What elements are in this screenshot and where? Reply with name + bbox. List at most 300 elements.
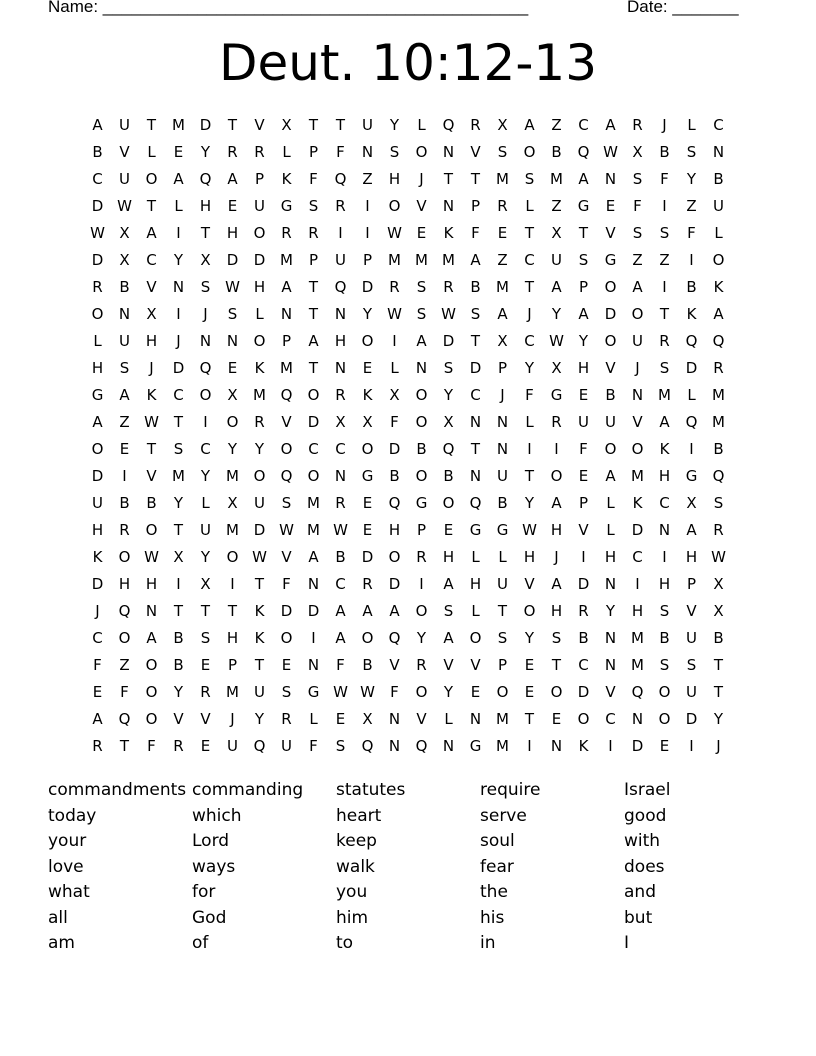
grid-letter: Y	[524, 494, 535, 512]
grid-letter: Q	[388, 494, 401, 512]
grid-letter: B	[173, 656, 184, 674]
grid-row	[84, 436, 732, 463]
grid-letter: W	[279, 521, 294, 539]
grid-letter: B	[119, 278, 130, 296]
grid-letter: Y	[713, 710, 724, 728]
grid-letter: A	[173, 170, 184, 188]
grid-letter: O	[415, 413, 428, 431]
grid-letter: D	[631, 737, 644, 755]
grid-letter: R	[659, 332, 670, 350]
grid-letter: G	[307, 683, 320, 701]
grid-letter: O	[550, 467, 563, 485]
grid-letter: R	[416, 656, 427, 674]
grid-letter: R	[308, 224, 319, 242]
grid-letter: F	[309, 170, 318, 188]
grid-letter: T	[335, 116, 346, 134]
grid-letter: K	[281, 170, 292, 188]
grid-letter: N	[604, 575, 617, 593]
grid-letter: W	[387, 305, 402, 323]
grid-letter: H	[577, 359, 590, 377]
grid-letter: B	[92, 143, 103, 161]
grid-letter: I	[527, 737, 532, 755]
grid-letter: B	[497, 494, 508, 512]
grid-letter: V	[524, 575, 535, 593]
grid-letter: E	[362, 494, 373, 512]
word-list-item: his	[480, 907, 505, 928]
grid-row	[84, 382, 732, 409]
grid-letter: C	[632, 548, 643, 566]
grid-letter: Y	[605, 602, 616, 620]
grid-letter: C	[200, 440, 211, 458]
grid-letter: D	[226, 251, 239, 269]
grid-letter: R	[119, 521, 130, 539]
page-title: Deut. 10:12-13	[218, 34, 598, 92]
grid-letter: U	[497, 575, 508, 593]
name-field[interactable]: Name: _____________________________________________	[48, 0, 529, 16]
grid-letter: N	[199, 332, 212, 350]
grid-letter: R	[362, 575, 373, 593]
grid-letter: T	[146, 116, 157, 134]
grid-letter: A	[416, 332, 427, 350]
grid-letter: R	[335, 386, 346, 404]
grid-letter: X	[119, 224, 130, 242]
grid-letter: T	[578, 224, 589, 242]
grid-letter: O	[145, 656, 158, 674]
grid-letter: T	[308, 359, 319, 377]
grid-letter: Y	[173, 251, 184, 269]
grid-letter: T	[173, 602, 184, 620]
grid-letter: A	[335, 629, 346, 647]
grid-letter: T	[173, 521, 184, 539]
grid-letter: T	[659, 305, 670, 323]
word-list-item: ways	[192, 856, 236, 877]
grid-letter: U	[362, 116, 373, 134]
grid-letter: O	[577, 710, 590, 728]
grid-letter: N	[307, 656, 320, 674]
grid-letter: O	[658, 683, 671, 701]
grid-letter: L	[444, 710, 453, 728]
grid-letter: R	[470, 116, 481, 134]
grid-letter: Z	[362, 170, 373, 188]
grid-letter: O	[280, 629, 293, 647]
grid-letter: O	[118, 629, 131, 647]
grid-letter: C	[92, 629, 103, 647]
grid-letter: W	[549, 332, 564, 350]
grid-letter: J	[203, 305, 208, 323]
grid-letter: C	[146, 251, 157, 269]
grid-letter: R	[200, 683, 211, 701]
grid-letter: H	[442, 548, 455, 566]
grid-letter: N	[496, 440, 509, 458]
grid-letter: A	[659, 413, 670, 431]
grid-letter: I	[689, 440, 694, 458]
grid-letter: C	[335, 575, 346, 593]
grid-letter: X	[200, 575, 211, 593]
word-list-item: commanding	[192, 780, 304, 800]
grid-letter: O	[91, 440, 104, 458]
grid-letter: U	[551, 251, 562, 269]
word-list-item: fear	[480, 856, 514, 877]
grid-letter: M	[712, 413, 725, 431]
grid-letter: M	[496, 737, 509, 755]
grid-letter: M	[172, 467, 185, 485]
grid-letter: N	[388, 737, 401, 755]
grid-letter: T	[254, 656, 265, 674]
grid-letter: H	[523, 548, 536, 566]
grid-letter: S	[308, 197, 319, 215]
grid-letter: U	[281, 737, 292, 755]
grid-letter: A	[92, 413, 103, 431]
grid-letter: L	[174, 197, 183, 215]
grid-letter: W	[225, 278, 240, 296]
grid-letter: Y	[362, 305, 373, 323]
grid-letter: B	[713, 440, 724, 458]
grid-letter: F	[336, 143, 345, 161]
grid-letter: O	[415, 467, 428, 485]
grid-letter: U	[254, 494, 265, 512]
word-list-item: what	[48, 882, 90, 902]
grid-letter: T	[497, 602, 508, 620]
grid-letter: D	[91, 251, 104, 269]
grid-letter: F	[660, 170, 669, 188]
grid-row	[84, 652, 732, 679]
grid-letter: T	[308, 305, 319, 323]
date-field[interactable]: Date: _______	[627, 0, 739, 16]
grid-letter: I	[122, 467, 127, 485]
grid-letter: Y	[173, 683, 184, 701]
grid-row	[84, 220, 732, 247]
grid-letter: U	[578, 413, 589, 431]
grid-letter: W	[144, 413, 159, 431]
grid-letter: T	[227, 116, 238, 134]
grid-letter: U	[119, 116, 130, 134]
grid-letter: Y	[443, 386, 454, 404]
grid-letter: H	[334, 332, 347, 350]
grid-letter: X	[173, 548, 184, 566]
grid-letter: B	[389, 467, 400, 485]
grid-letter: N	[388, 710, 401, 728]
grid-letter: J	[662, 116, 667, 134]
grid-letter: N	[415, 359, 428, 377]
grid-letter: E	[335, 710, 346, 728]
word-list-item: good	[624, 805, 667, 826]
word-list-item: to	[336, 933, 354, 953]
grid-letter: H	[685, 548, 698, 566]
grid-letter: W	[441, 305, 456, 323]
grid-row	[84, 490, 732, 517]
grid-letter: I	[230, 575, 235, 593]
grid-letter: N	[604, 656, 617, 674]
grid-letter: I	[581, 548, 586, 566]
grid-letter: L	[147, 143, 156, 161]
grid-letter: N	[712, 143, 725, 161]
grid-letter: C	[335, 440, 346, 458]
grid-letter: L	[255, 305, 264, 323]
grid-letter: O	[253, 467, 266, 485]
grid-letter: H	[658, 467, 671, 485]
grid-letter: A	[524, 116, 535, 134]
grid-letter: M	[442, 251, 455, 269]
grid-letter: J	[149, 359, 154, 377]
grid-letter: S	[443, 602, 454, 620]
grid-letter: Q	[685, 413, 698, 431]
grid-row	[84, 409, 732, 436]
grid-letter: Z	[659, 251, 670, 269]
grid-row	[84, 571, 732, 598]
grid-letter: L	[390, 359, 399, 377]
grid-letter: G	[577, 197, 590, 215]
grid-letter: U	[497, 467, 508, 485]
grid-letter: O	[631, 440, 644, 458]
grid-letter: D	[631, 521, 644, 539]
grid-letter: I	[662, 278, 667, 296]
grid-letter: O	[307, 467, 320, 485]
grid-letter: C	[470, 386, 481, 404]
grid-letter: F	[120, 683, 129, 701]
grid-letter: S	[686, 656, 697, 674]
grid-letter: S	[659, 602, 670, 620]
grid-letter: J	[554, 548, 559, 566]
grid-letter: Y	[173, 494, 184, 512]
grid-letter: B	[470, 278, 481, 296]
grid-letter: V	[389, 656, 400, 674]
grid-letter: Y	[200, 548, 211, 566]
grid-letter: X	[119, 251, 130, 269]
word-list-item: statutes	[336, 780, 406, 800]
grid-letter: A	[443, 575, 454, 593]
grid-letter: R	[92, 278, 103, 296]
grid-letter: U	[254, 197, 265, 215]
grid-letter: E	[416, 224, 427, 242]
grid-letter: P	[281, 332, 292, 350]
grid-letter: X	[227, 494, 238, 512]
grid-letter: B	[713, 629, 724, 647]
grid-letter: N	[496, 413, 509, 431]
grid-letter: F	[471, 224, 480, 242]
grid-row	[84, 625, 732, 652]
grid-letter: E	[362, 521, 373, 539]
word-list-item: with	[624, 831, 661, 851]
grid-letter: N	[604, 170, 617, 188]
grid-letter: E	[281, 656, 292, 674]
grid-letter: K	[254, 359, 265, 377]
grid-letter: A	[362, 602, 373, 620]
grid-letter: L	[525, 413, 534, 431]
grid-letter: R	[389, 278, 400, 296]
grid-letter: J	[176, 332, 181, 350]
grid-letter: Z	[686, 197, 697, 215]
grid-row	[84, 517, 732, 544]
grid-letter: O	[415, 386, 428, 404]
grid-letter: E	[227, 197, 238, 215]
grid-letter: O	[415, 143, 428, 161]
grid-letter: M	[496, 170, 509, 188]
grid-letter: Q	[442, 116, 455, 134]
grid-letter: Q	[442, 440, 455, 458]
grid-letter: H	[388, 521, 401, 539]
grid-letter: A	[308, 548, 319, 566]
grid-letter: B	[173, 629, 184, 647]
grid-letter: Q	[118, 602, 131, 620]
grid-letter: Q	[334, 278, 347, 296]
grid-letter: V	[200, 710, 211, 728]
grid-letter: M	[415, 251, 428, 269]
grid-letter: S	[227, 305, 238, 323]
grid-letter: B	[659, 143, 670, 161]
grid-letter: U	[227, 737, 238, 755]
grid-letter: C	[524, 332, 535, 350]
grid-letter: K	[362, 386, 373, 404]
grid-letter: N	[442, 197, 455, 215]
grid-letter: Y	[524, 629, 535, 647]
word-list-item: Israel	[624, 780, 671, 800]
grid-letter: R	[281, 710, 292, 728]
word-list-item: walk	[336, 856, 375, 877]
grid-letter: D	[307, 602, 320, 620]
grid-letter: P	[308, 251, 319, 269]
grid-letter: F	[633, 197, 642, 215]
grid-letter: L	[606, 521, 615, 539]
grid-letter: O	[631, 305, 644, 323]
word-list-item: all	[48, 907, 68, 928]
grid-letter: E	[524, 683, 535, 701]
grid-letter: Z	[551, 197, 562, 215]
grid-letter: B	[713, 170, 724, 188]
grid-letter: I	[554, 440, 559, 458]
grid-letter: O	[145, 170, 158, 188]
grid-letter: X	[389, 386, 400, 404]
grid-letter: P	[686, 575, 697, 593]
grid-letter: T	[173, 413, 184, 431]
grid-row	[84, 598, 732, 625]
grid-letter: T	[524, 278, 535, 296]
grid-letter: S	[632, 224, 643, 242]
grid-letter: A	[308, 332, 319, 350]
grid-letter: C	[578, 116, 589, 134]
grid-letter: Z	[497, 251, 508, 269]
grid-letter: Y	[389, 116, 400, 134]
grid-letter: I	[392, 332, 397, 350]
grid-letter: T	[119, 737, 130, 755]
grid-letter: O	[118, 548, 131, 566]
grid-letter: A	[551, 278, 562, 296]
grid-letter: X	[686, 494, 697, 512]
grid-row	[84, 328, 732, 355]
grid-letter: V	[416, 197, 427, 215]
grid-letter: H	[226, 224, 239, 242]
grid-letter: X	[281, 116, 292, 134]
grid-letter: Q	[469, 494, 482, 512]
grid-letter: W	[252, 548, 267, 566]
grid-letter: I	[365, 197, 370, 215]
grid-letter: Z	[632, 251, 643, 269]
grid-letter: K	[632, 494, 643, 512]
grid-letter: L	[687, 386, 696, 404]
grid-letter: I	[338, 224, 343, 242]
grid-letter: Q	[388, 629, 401, 647]
grid-letter: X	[713, 575, 724, 593]
grid-letter: A	[146, 629, 157, 647]
grid-letter: B	[605, 386, 616, 404]
grid-letter: A	[227, 170, 238, 188]
grid-letter: N	[334, 467, 347, 485]
grid-letter: P	[227, 656, 238, 674]
grid-letter: H	[658, 575, 671, 593]
grid-letter: S	[578, 251, 589, 269]
grid-letter: A	[470, 251, 481, 269]
grid-letter: L	[498, 548, 507, 566]
grid-letter: K	[578, 737, 589, 755]
grid-letter: T	[308, 116, 319, 134]
grid-letter: I	[689, 251, 694, 269]
grid-letter: X	[713, 602, 724, 620]
grid-row	[84, 274, 732, 301]
grid-letter: N	[442, 143, 455, 161]
grid-row	[84, 193, 732, 220]
grid-letter: S	[443, 359, 454, 377]
word-list-item: I	[624, 933, 630, 953]
grid-letter: V	[119, 143, 130, 161]
grid-letter: V	[173, 710, 184, 728]
grid-letter: M	[172, 116, 185, 134]
word-list-item: God	[192, 907, 227, 928]
grid-letter: G	[469, 737, 482, 755]
grid-letter: S	[497, 629, 508, 647]
grid-letter: I	[635, 575, 640, 593]
grid-letter: V	[632, 413, 643, 431]
grid-letter: Y	[524, 359, 535, 377]
grid-letter: K	[92, 548, 103, 566]
grid-letter: A	[551, 575, 562, 593]
grid-letter: D	[91, 467, 104, 485]
grid-letter: O	[712, 251, 725, 269]
grid-letter: W	[333, 521, 348, 539]
grid-letter: O	[145, 710, 158, 728]
grid-letter: W	[387, 224, 402, 242]
grid-letter: M	[280, 359, 293, 377]
grid-letter: C	[308, 440, 319, 458]
word-list-item: does	[624, 856, 665, 877]
grid-letter: T	[200, 224, 211, 242]
grid-letter: X	[362, 710, 373, 728]
word-list-item: heart	[336, 805, 382, 826]
grid-letter: Q	[253, 737, 266, 755]
grid-letter: N	[334, 359, 347, 377]
grid-letter: M	[712, 386, 725, 404]
word-list-item: require	[480, 780, 541, 800]
grid-row	[84, 679, 732, 706]
grid-letter: B	[146, 494, 157, 512]
grid-letter: M	[631, 656, 644, 674]
grid-letter: O	[361, 629, 374, 647]
grid-letter: F	[687, 224, 696, 242]
grid-letter: H	[604, 548, 617, 566]
word-list-item: Lord	[192, 831, 230, 851]
grid-letter: T	[524, 467, 535, 485]
grid-letter: K	[443, 224, 454, 242]
grid-letter: R	[335, 197, 346, 215]
grid-letter: A	[578, 305, 589, 323]
grid-letter: Q	[199, 359, 212, 377]
grid-letter: E	[227, 359, 238, 377]
grid-letter: E	[551, 710, 562, 728]
grid-letter: V	[605, 683, 616, 701]
grid-letter: M	[226, 467, 239, 485]
grid-letter: S	[470, 305, 481, 323]
grid-letter: Q	[280, 386, 293, 404]
grid-letter: O	[145, 521, 158, 539]
grid-letter: N	[361, 143, 374, 161]
